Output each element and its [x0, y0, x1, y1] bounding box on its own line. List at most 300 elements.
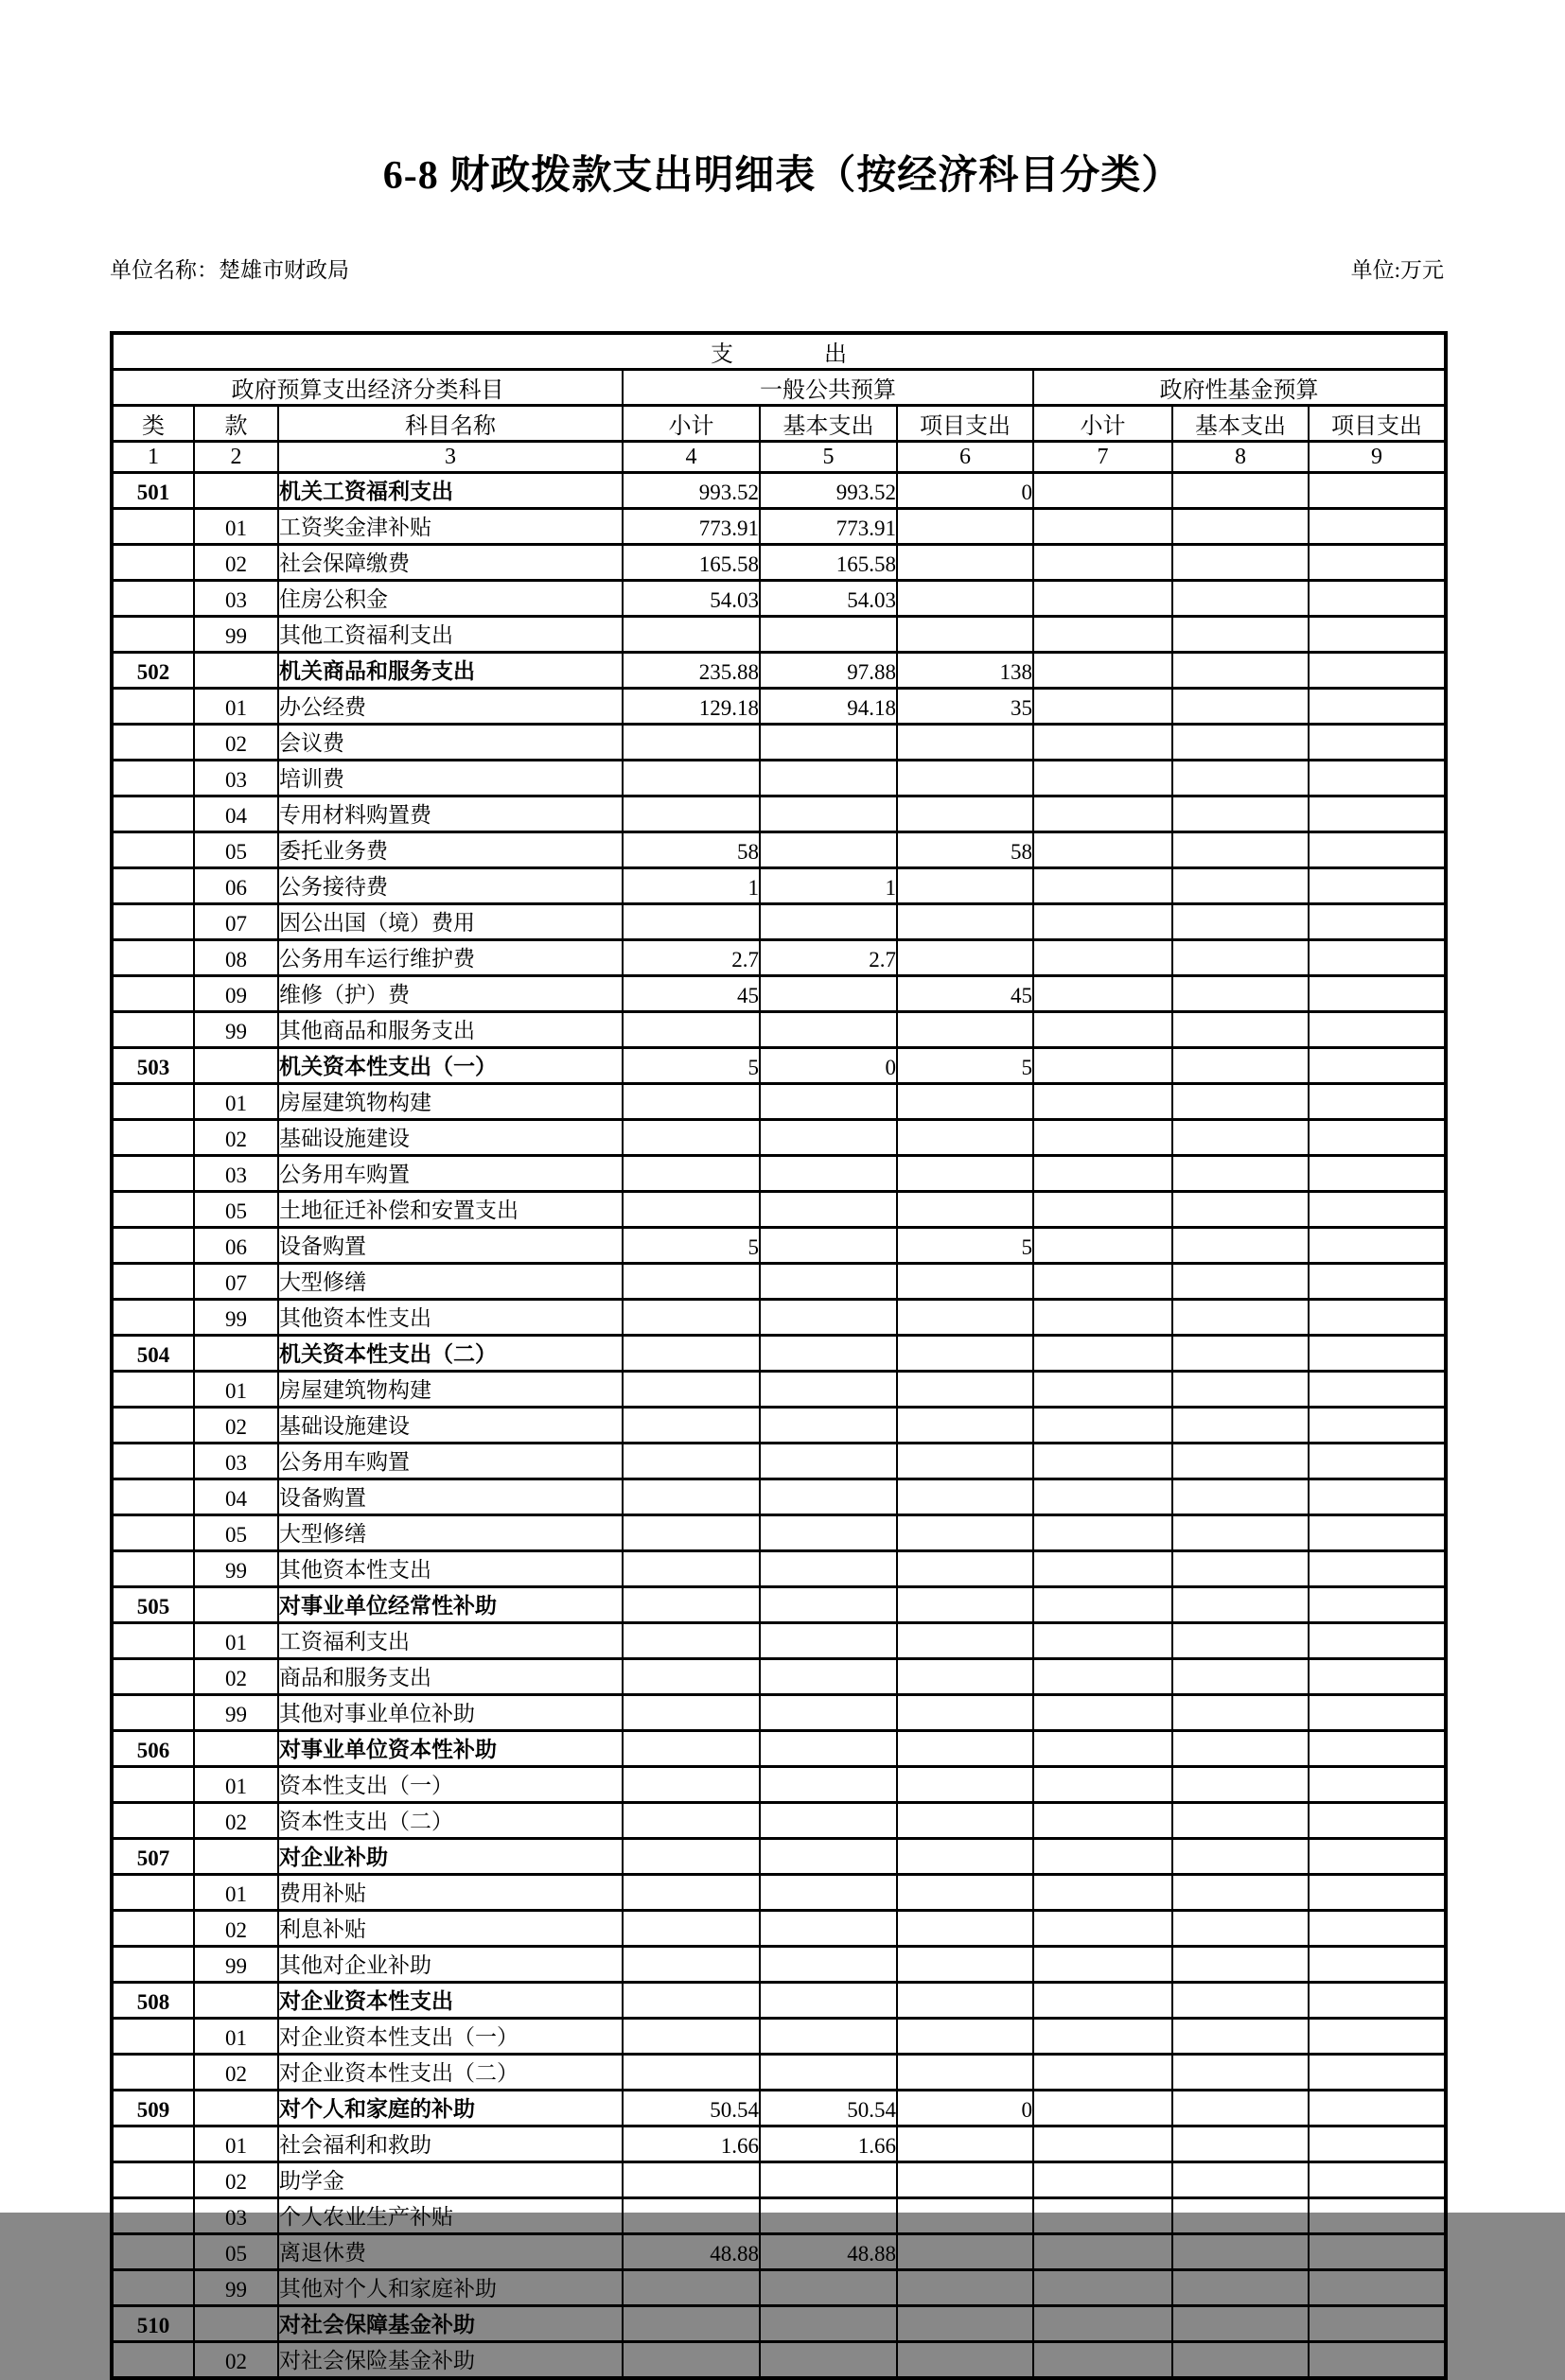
subject-name-cell: 基础设施建设: [278, 1408, 623, 1444]
class-code-cell: [112, 689, 194, 725]
value-cell: [1309, 2270, 1446, 2306]
value-cell: [1309, 1983, 1446, 2019]
value-cell: [897, 1947, 1033, 1983]
value-cell: [1309, 581, 1446, 617]
value-cell: [1033, 473, 1172, 509]
value-cell: [1309, 1911, 1446, 1947]
class-code-cell: [112, 1695, 194, 1731]
column-number-cell: 9: [1309, 442, 1446, 473]
value-cell: [623, 1444, 760, 1479]
class-code-cell: [112, 1947, 194, 1983]
value-cell: [1172, 2198, 1309, 2234]
value-cell: [623, 2019, 760, 2055]
subject-name-cell: 利息补贴: [278, 1911, 623, 1947]
subject-name-cell: 其他对企业补助: [278, 1947, 623, 1983]
item-code-cell: 02: [194, 2162, 278, 2198]
value-cell: [897, 1659, 1033, 1695]
table-row: [112, 1192, 1446, 1228]
subject-name-cell: 会议费: [278, 725, 623, 761]
value-cell: [1309, 509, 1446, 545]
item-code-cell: [194, 2306, 278, 2342]
group-header-cell: 政府预算支出经济分类科目: [112, 370, 623, 406]
item-code-cell: 01: [194, 1623, 278, 1659]
item-code-cell: 01: [194, 1084, 278, 1120]
value-cell: [760, 904, 897, 940]
value-cell: [623, 1192, 760, 1228]
value-cell: [623, 1983, 760, 2019]
value-cell: [760, 1659, 897, 1695]
item-code-cell: 02: [194, 545, 278, 581]
value-cell: [1033, 1120, 1172, 1156]
subject-name-cell: 公务接待费: [278, 868, 623, 904]
value-cell: [1309, 1551, 1446, 1587]
value-cell: [760, 2198, 897, 2234]
value-cell: 165.58: [623, 545, 760, 581]
value-cell: [1172, 1695, 1309, 1731]
class-code-cell: [112, 2019, 194, 2055]
table-group-header-row: [112, 370, 1446, 406]
value-cell: [623, 1839, 760, 1875]
column-number-cell: 4: [623, 442, 760, 473]
value-cell: 58: [623, 832, 760, 868]
value-cell: [1309, 1084, 1446, 1120]
value-cell: 1.66: [760, 2126, 897, 2162]
column-header-cell: 项目支出: [1309, 406, 1446, 442]
value-cell: [1309, 1839, 1446, 1875]
value-cell: [897, 1156, 1033, 1192]
item-code-cell: 01: [194, 1767, 278, 1803]
item-code-cell: 99: [194, 1300, 278, 1336]
value-cell: [760, 1587, 897, 1623]
subject-name-cell: 基础设施建设: [278, 1120, 623, 1156]
subject-name-cell: 公务用车购置: [278, 1444, 623, 1479]
value-cell: [1309, 725, 1446, 761]
value-cell: [1172, 617, 1309, 653]
value-cell: [623, 1084, 760, 1120]
class-code-cell: [112, 1084, 194, 1120]
table-row: [112, 1228, 1446, 1264]
value-cell: [1172, 2234, 1309, 2270]
column-header-cell: 项目支出: [897, 406, 1033, 442]
value-cell: 129.18: [623, 689, 760, 725]
value-cell: [623, 2198, 760, 2234]
value-cell: [1033, 1947, 1172, 1983]
subject-name-cell: 对社会保险基金补助: [278, 2342, 623, 2379]
value-cell: 5: [897, 1228, 1033, 1264]
span-header-cell: 支 出: [112, 333, 1446, 370]
value-cell: [1309, 689, 1446, 725]
class-code-cell: [112, 545, 194, 581]
value-cell: [1172, 2162, 1309, 2198]
subject-name-cell: 其他对个人和家庭补助: [278, 2270, 623, 2306]
value-cell: [760, 2019, 897, 2055]
value-cell: [1309, 2055, 1446, 2091]
value-cell: [897, 545, 1033, 581]
value-cell: [1172, 2019, 1309, 2055]
value-cell: [897, 1444, 1033, 1479]
item-code-cell: 02: [194, 1659, 278, 1695]
value-cell: [1309, 2126, 1446, 2162]
table-row: [112, 1731, 1446, 1767]
value-cell: 94.18: [760, 689, 897, 725]
column-number-cell: 3: [278, 442, 623, 473]
table-row: [112, 1659, 1446, 1695]
value-cell: [1033, 689, 1172, 725]
value-cell: [1033, 1695, 1172, 1731]
value-cell: [897, 1192, 1033, 1228]
value-cell: [1033, 617, 1172, 653]
value-cell: [1172, 1839, 1309, 1875]
table-row: [112, 581, 1446, 617]
subject-name-cell: 机关工资福利支出: [278, 473, 623, 509]
item-code-cell: [194, 473, 278, 509]
value-cell: 773.91: [760, 509, 897, 545]
value-cell: [1172, 1983, 1309, 2019]
subject-name-cell: 工资奖金津补贴: [278, 509, 623, 545]
value-cell: [1309, 1479, 1446, 1515]
item-code-cell: [194, 1048, 278, 1084]
value-cell: [1172, 1767, 1309, 1803]
item-code-cell: 02: [194, 2342, 278, 2379]
value-cell: [760, 1372, 897, 1408]
value-cell: [1033, 1767, 1172, 1803]
value-cell: [1033, 1444, 1172, 1479]
value-cell: 2.7: [760, 940, 897, 976]
value-cell: [1309, 2306, 1446, 2342]
value-cell: [1172, 1551, 1309, 1587]
column-number-cell: 1: [112, 442, 194, 473]
value-cell: [1033, 653, 1172, 689]
value-cell: [623, 1875, 760, 1911]
table-row: [112, 2198, 1446, 2234]
table-row: [112, 1839, 1446, 1875]
subject-name-cell: 其他资本性支出: [278, 1300, 623, 1336]
value-cell: [897, 1839, 1033, 1875]
value-cell: [1033, 796, 1172, 832]
value-cell: [897, 1120, 1033, 1156]
table-row: [112, 2091, 1446, 2126]
value-cell: [760, 1120, 897, 1156]
value-cell: [1033, 1623, 1172, 1659]
value-cell: [897, 2162, 1033, 2198]
value-cell: 235.88: [623, 653, 760, 689]
value-cell: [1172, 1623, 1309, 1659]
value-cell: [1033, 725, 1172, 761]
value-cell: [1309, 904, 1446, 940]
column-header-cell: 小计: [1033, 406, 1172, 442]
value-cell: [1172, 1947, 1309, 1983]
value-cell: [1172, 1120, 1309, 1156]
value-cell: [1172, 2126, 1309, 2162]
value-cell: [1309, 1012, 1446, 1048]
item-code-cell: [194, 2091, 278, 2126]
value-cell: [623, 1336, 760, 1372]
item-code-cell: 08: [194, 940, 278, 976]
value-cell: [623, 2306, 760, 2342]
class-code-cell: 501: [112, 473, 194, 509]
value-cell: [1172, 940, 1309, 976]
value-cell: [1172, 1875, 1309, 1911]
value-cell: [760, 1983, 897, 2019]
value-cell: [760, 1192, 897, 1228]
value-cell: [897, 2198, 1033, 2234]
subject-name-cell: 其他资本性支出: [278, 1551, 623, 1587]
class-code-cell: [112, 1803, 194, 1839]
table-row: [112, 1372, 1446, 1408]
value-cell: [1033, 832, 1172, 868]
value-cell: [1172, 1659, 1309, 1695]
value-cell: [623, 725, 760, 761]
value-cell: [1172, 473, 1309, 509]
class-code-cell: 509: [112, 2091, 194, 2126]
value-cell: [1309, 796, 1446, 832]
subject-name-cell: 办公经费: [278, 689, 623, 725]
value-cell: [1033, 940, 1172, 976]
table-row: [112, 473, 1446, 509]
value-cell: 54.03: [760, 581, 897, 617]
value-cell: [1172, 689, 1309, 725]
value-cell: 165.58: [760, 545, 897, 581]
value-cell: [623, 1372, 760, 1408]
value-cell: [1309, 976, 1446, 1012]
value-cell: [1033, 1228, 1172, 1264]
value-cell: 45: [897, 976, 1033, 1012]
value-cell: [1172, 1408, 1309, 1444]
value-cell: [1309, 2198, 1446, 2234]
value-cell: [623, 1515, 760, 1551]
subject-name-cell: 土地征迁补偿和安置支出: [278, 1192, 623, 1228]
value-cell: [1172, 1731, 1309, 1767]
value-cell: [1033, 1875, 1172, 1911]
item-code-cell: 02: [194, 1911, 278, 1947]
value-cell: [1033, 1012, 1172, 1048]
value-cell: [1172, 2306, 1309, 2342]
class-code-cell: [112, 976, 194, 1012]
meta-row: [110, 257, 1444, 284]
value-cell: [897, 2270, 1033, 2306]
class-code-cell: [112, 1372, 194, 1408]
value-cell: [897, 1695, 1033, 1731]
subject-name-cell: 对事业单位资本性补助: [278, 1731, 623, 1767]
class-code-cell: [112, 2126, 194, 2162]
item-code-cell: 03: [194, 2198, 278, 2234]
value-cell: [623, 1767, 760, 1803]
item-code-cell: 03: [194, 1156, 278, 1192]
value-cell: [623, 1479, 760, 1515]
value-cell: [897, 1587, 1033, 1623]
subject-name-cell: 其他对事业单位补助: [278, 1695, 623, 1731]
value-cell: [1172, 581, 1309, 617]
class-code-cell: [112, 1911, 194, 1947]
value-cell: [897, 617, 1033, 653]
class-code-cell: [112, 796, 194, 832]
value-cell: [1309, 1048, 1446, 1084]
class-code-cell: [112, 509, 194, 545]
table-row: [112, 725, 1446, 761]
column-header-cell: 基本支出: [1172, 406, 1309, 442]
class-code-cell: 510: [112, 2306, 194, 2342]
value-cell: [1033, 2342, 1172, 2379]
value-cell: [897, 1336, 1033, 1372]
item-code-cell: 02: [194, 1803, 278, 1839]
value-cell: [897, 868, 1033, 904]
value-cell: [897, 1803, 1033, 1839]
item-code-cell: 03: [194, 761, 278, 796]
table-body: [112, 473, 1446, 2379]
value-cell: [760, 725, 897, 761]
value-cell: [760, 1156, 897, 1192]
value-cell: [1033, 2019, 1172, 2055]
table-row: [112, 1947, 1446, 1983]
class-code-cell: [112, 940, 194, 976]
value-cell: [897, 1084, 1033, 1120]
value-cell: [897, 2234, 1033, 2270]
subject-name-cell: 离退休费: [278, 2234, 623, 2270]
class-code-cell: [112, 1408, 194, 1444]
class-code-cell: [112, 1875, 194, 1911]
item-code-cell: 06: [194, 1228, 278, 1264]
subject-name-cell: 大型修缮: [278, 1515, 623, 1551]
value-cell: [760, 761, 897, 796]
value-cell: [760, 796, 897, 832]
item-code-cell: 99: [194, 2270, 278, 2306]
value-cell: [1172, 1587, 1309, 1623]
value-cell: [623, 1156, 760, 1192]
value-cell: 5: [623, 1048, 760, 1084]
value-cell: [1033, 2126, 1172, 2162]
value-cell: [1309, 2162, 1446, 2198]
value-cell: [897, 2306, 1033, 2342]
column-header-cell: 款: [194, 406, 278, 442]
value-cell: [1309, 1444, 1446, 1479]
expenditure-table-container: [110, 331, 1448, 2380]
value-cell: [1309, 1803, 1446, 1839]
table-row: [112, 689, 1446, 725]
value-cell: [760, 2055, 897, 2091]
table-row: [112, 1012, 1446, 1048]
table-row: [112, 2055, 1446, 2091]
class-code-cell: [112, 1012, 194, 1048]
class-code-cell: 502: [112, 653, 194, 689]
value-cell: [623, 1731, 760, 1767]
table-row: [112, 1479, 1446, 1515]
column-number-cell: 6: [897, 442, 1033, 473]
value-cell: 1: [623, 868, 760, 904]
subject-name-cell: 设备购置: [278, 1479, 623, 1515]
value-cell: [1033, 1551, 1172, 1587]
table-row: [112, 1875, 1446, 1911]
class-code-cell: 505: [112, 1587, 194, 1623]
value-cell: [897, 581, 1033, 617]
table-row: [112, 2162, 1446, 2198]
value-cell: [1309, 1264, 1446, 1300]
class-code-cell: [112, 1479, 194, 1515]
subject-name-cell: 对企业资本性支出: [278, 1983, 623, 2019]
table-row: [112, 976, 1446, 1012]
value-cell: [1172, 545, 1309, 581]
value-cell: [1309, 1695, 1446, 1731]
value-cell: [1172, 1803, 1309, 1839]
item-code-cell: 99: [194, 617, 278, 653]
value-cell: [760, 1515, 897, 1551]
value-cell: 2.7: [623, 940, 760, 976]
table-column-header-row: [112, 406, 1446, 442]
class-code-cell: [112, 761, 194, 796]
class-code-cell: 506: [112, 1731, 194, 1767]
class-code-cell: [112, 2198, 194, 2234]
group-header-cell: 一般公共预算: [623, 370, 1033, 406]
table-row: [112, 1048, 1446, 1084]
column-number-cell: 8: [1172, 442, 1309, 473]
column-header-cell: 小计: [623, 406, 760, 442]
subject-name-cell: 对企业补助: [278, 1839, 623, 1875]
value-cell: [1172, 653, 1309, 689]
table-row: [112, 1515, 1446, 1551]
value-cell: 48.88: [623, 2234, 760, 2270]
class-code-cell: [112, 1264, 194, 1300]
class-code-cell: [112, 2162, 194, 2198]
class-code-cell: [112, 1659, 194, 1695]
value-cell: [760, 1336, 897, 1372]
subject-name-cell: 机关资本性支出（二）: [278, 1336, 623, 1372]
value-cell: [623, 2342, 760, 2379]
class-code-cell: 507: [112, 1839, 194, 1875]
table-row: [112, 545, 1446, 581]
value-cell: [1033, 545, 1172, 581]
value-cell: [1309, 1875, 1446, 1911]
table-row: [112, 509, 1446, 545]
item-code-cell: 03: [194, 1444, 278, 1479]
table-row: [112, 1623, 1446, 1659]
subject-name-cell: 住房公积金: [278, 581, 623, 617]
item-code-cell: [194, 1983, 278, 2019]
value-cell: [1309, 1731, 1446, 1767]
subject-name-cell: 资本性支出（二）: [278, 1803, 623, 1839]
item-code-cell: [194, 1731, 278, 1767]
value-cell: [1309, 1192, 1446, 1228]
value-cell: [1172, 1228, 1309, 1264]
value-cell: [1033, 1336, 1172, 1372]
table-row: [112, 2342, 1446, 2379]
value-cell: [1309, 1587, 1446, 1623]
value-cell: [1033, 1659, 1172, 1695]
value-cell: [1172, 1156, 1309, 1192]
value-cell: [897, 1911, 1033, 1947]
value-cell: [623, 1947, 760, 1983]
value-cell: [623, 1911, 760, 1947]
subject-name-cell: 培训费: [278, 761, 623, 796]
value-cell: [760, 1479, 897, 1515]
class-code-cell: [112, 1228, 194, 1264]
value-cell: [1033, 2198, 1172, 2234]
subject-name-cell: 维修（护）费: [278, 976, 623, 1012]
value-cell: [623, 2055, 760, 2091]
subject-name-cell: 公务用车购置: [278, 1156, 623, 1192]
value-cell: [760, 1264, 897, 1300]
value-cell: [1033, 1264, 1172, 1300]
table-row: [112, 653, 1446, 689]
item-code-cell: 01: [194, 509, 278, 545]
value-cell: [1033, 761, 1172, 796]
value-cell: [1172, 1264, 1309, 1300]
value-cell: [1309, 1372, 1446, 1408]
value-cell: [1172, 1192, 1309, 1228]
subject-name-cell: 对企业资本性支出（一）: [278, 2019, 623, 2055]
value-cell: [897, 1300, 1033, 1336]
value-cell: [897, 2019, 1033, 2055]
value-cell: [623, 1300, 760, 1336]
table-row: [112, 2126, 1446, 2162]
